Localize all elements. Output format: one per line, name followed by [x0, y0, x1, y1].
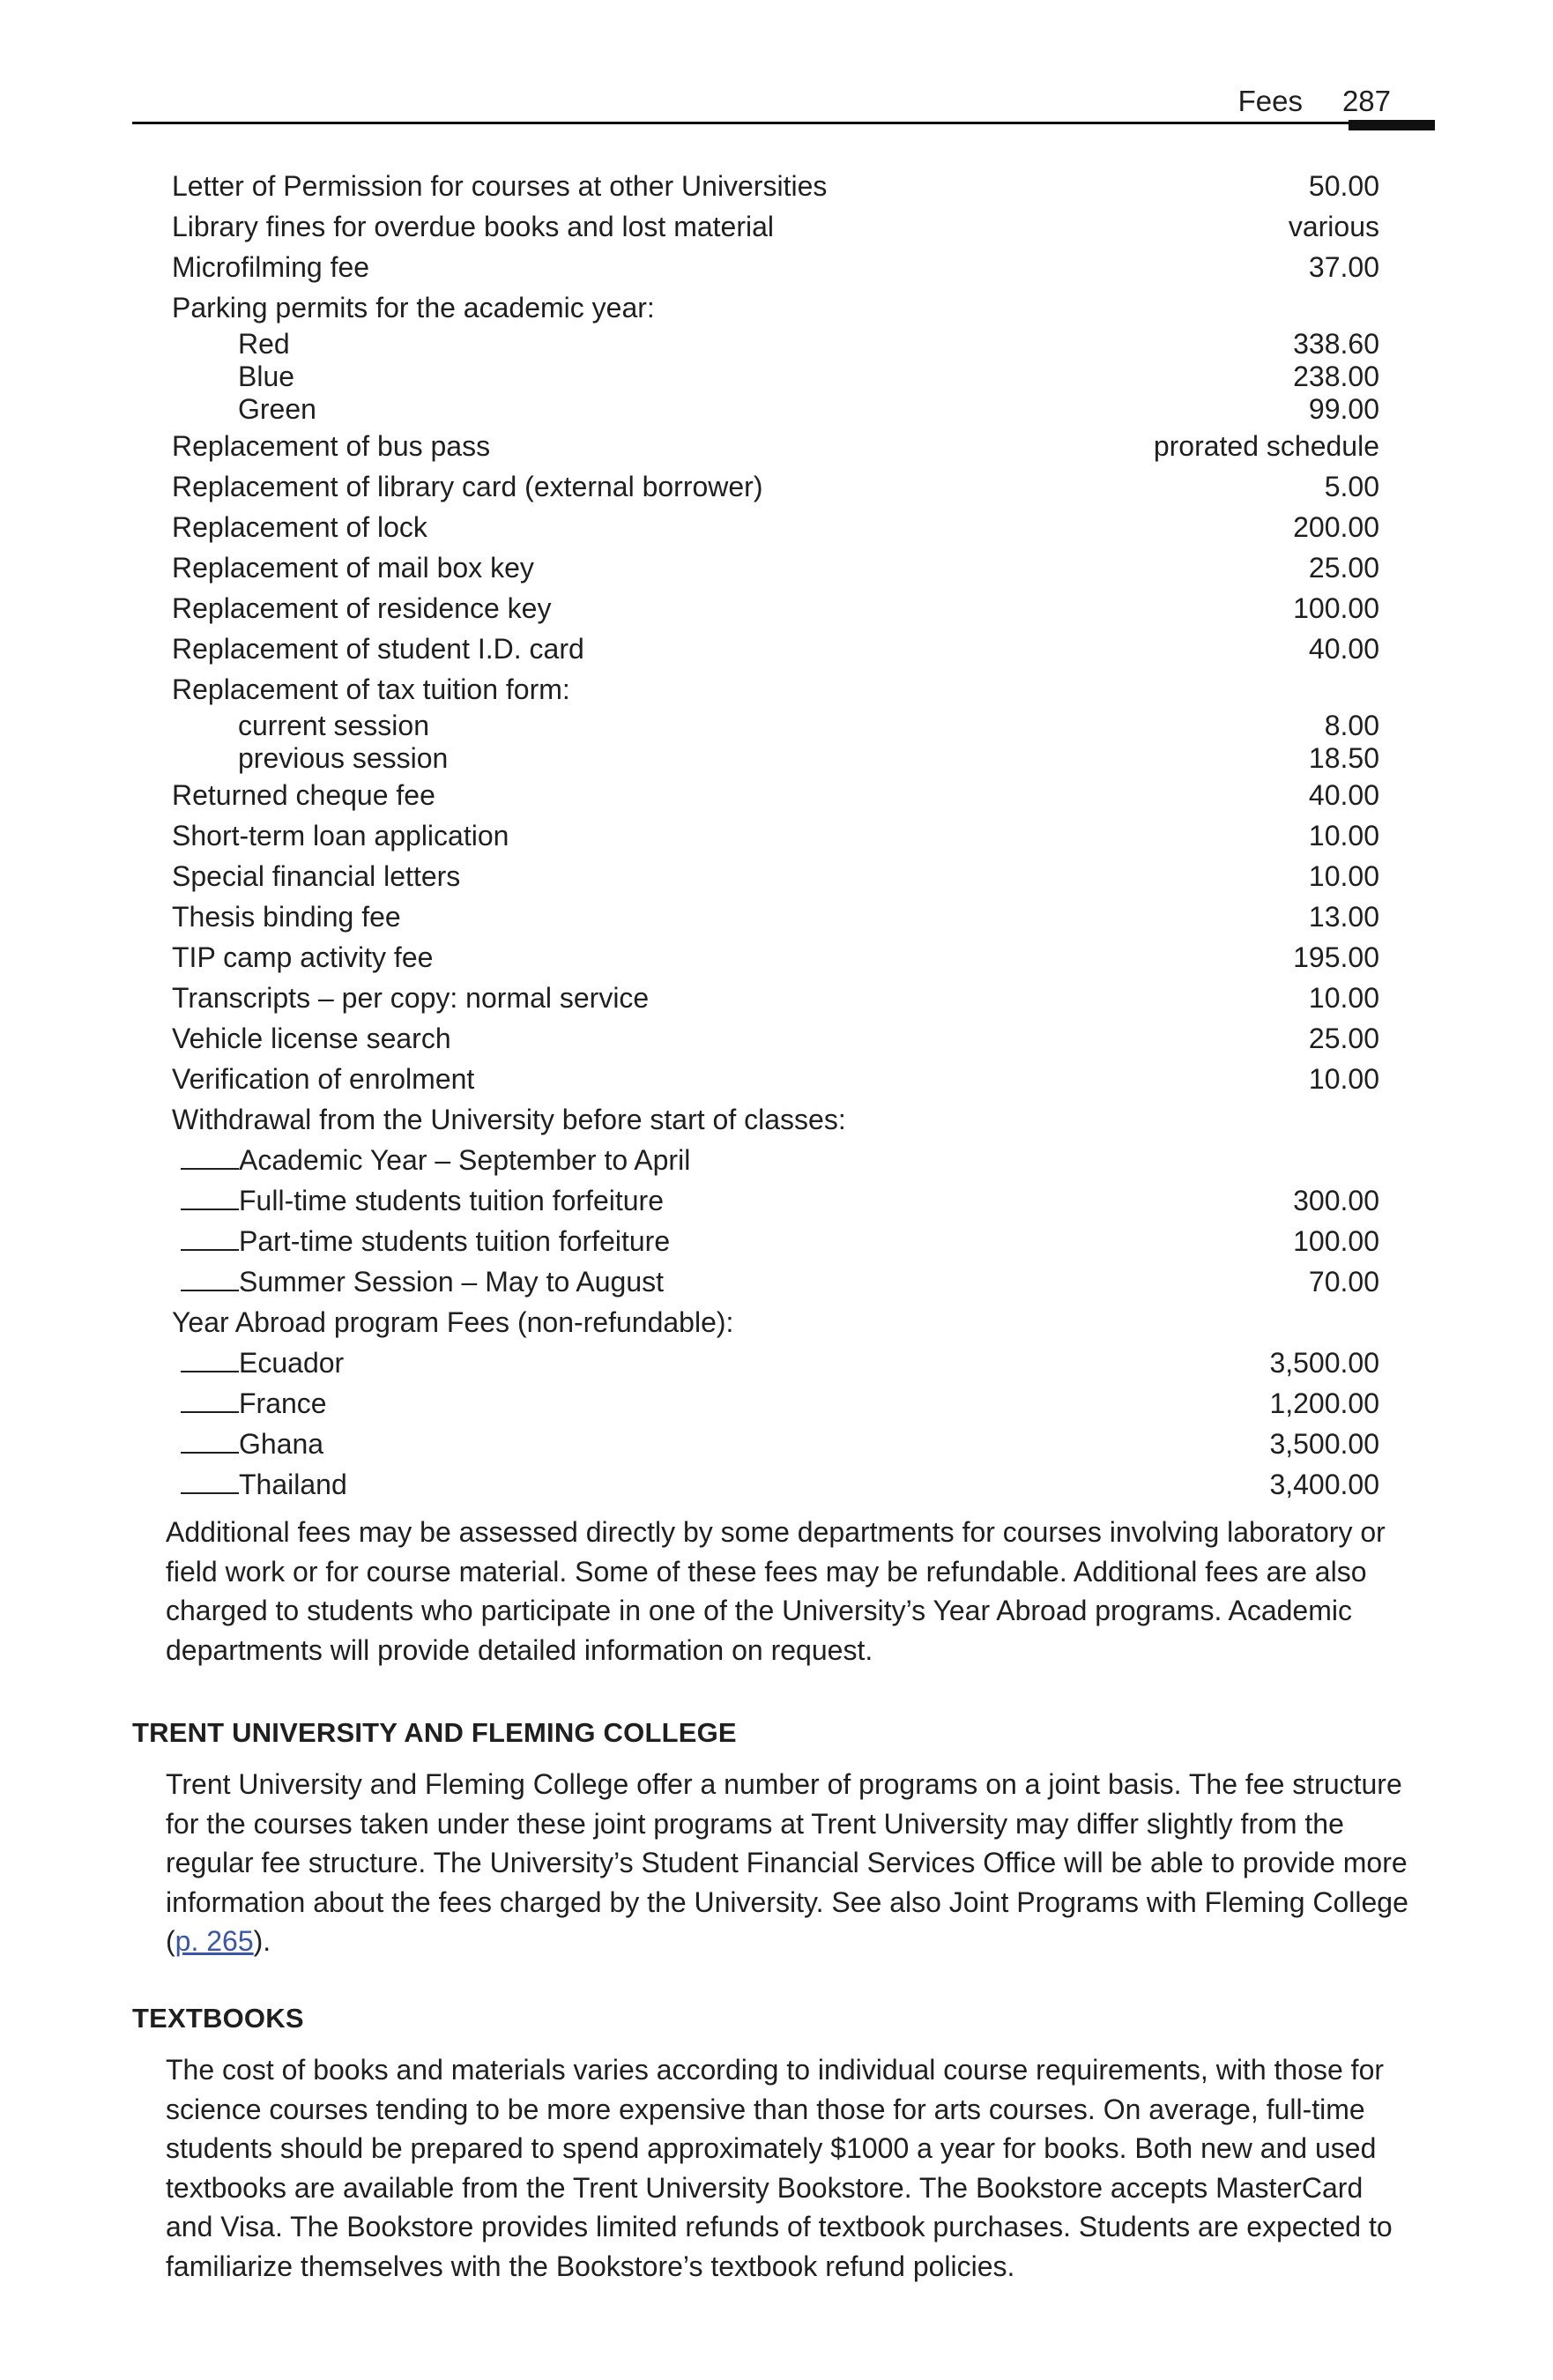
fee-amount: 70.00 [1308, 1266, 1379, 1298]
fee-amount: prorated schedule [1153, 430, 1379, 462]
fee-label-text: Thesis binding fee [172, 901, 401, 933]
fee-row [172, 1221, 1379, 1261]
fee-label [172, 775, 435, 815]
paragraph-line: familiarize themselves with the Bookstore’s textbook refund policies. [166, 2250, 1015, 2282]
paren-open: ( [166, 1925, 175, 1957]
fee-row [172, 775, 1379, 815]
fee-amount: 13.00 [1308, 901, 1379, 933]
fee-amount: 99.00 [1308, 393, 1379, 425]
fee-label-text: Replacement of mail box key [172, 552, 534, 584]
fee-row [172, 1099, 1379, 1140]
fee-amount: 10.00 [1308, 820, 1379, 852]
header-rule [132, 122, 1428, 124]
fee-row [172, 547, 1379, 588]
textbooks-heading: TEXTBOOKS [132, 2003, 304, 2034]
fee-row [172, 710, 1379, 742]
fee-row [172, 1424, 1379, 1464]
fee-label [172, 1099, 846, 1140]
fee-label [172, 1342, 344, 1383]
fee-label [172, 1302, 733, 1342]
fee-label-text: Full-time students tuition forfeiture [239, 1185, 664, 1216]
fee-amount: 40.00 [1308, 779, 1379, 811]
fee-label-text: Replacement of bus pass [172, 430, 491, 462]
paragraph-line: science courses tending to be more expensive than those for arts courses. On average, full-time [166, 2093, 1365, 2125]
fee-label-text: Year Abroad program Fees (non-refundable): [172, 1306, 734, 1338]
fee-amount: 100.00 [1293, 1225, 1379, 1257]
fee-label-text: Ghana [239, 1428, 324, 1460]
fee-label [172, 206, 774, 247]
fee-row [172, 166, 1379, 206]
fee-label-text: Replacement of residence key [172, 592, 552, 624]
running-header [132, 78, 1428, 130]
fee-label-text: Replacement of tax tuition form: [172, 673, 570, 705]
fee-label-text: previous session [238, 742, 449, 774]
fill-in-blank [181, 1471, 239, 1494]
fee-label-text: Short-term loan application [172, 820, 509, 852]
fill-in-blank [181, 1147, 239, 1170]
fee-label [172, 1464, 347, 1505]
fee-amount: 5.00 [1324, 471, 1379, 502]
fee-label-text: Summer Session – May to August [239, 1266, 664, 1298]
fee-label [172, 628, 584, 669]
fee-row [172, 1383, 1379, 1424]
fee-label-text: Transcripts – per copy: normal service [172, 982, 650, 1014]
fee-row [172, 1464, 1379, 1505]
fee-row [172, 393, 1379, 426]
fee-label-text: Academic Year – September to April [239, 1144, 691, 1176]
paragraph-line: for the courses taken under these joint programs at Trent University may differ slightly from the [166, 1807, 1344, 1840]
fee-row [172, 937, 1379, 978]
fee-amount: 40.00 [1308, 633, 1379, 665]
fee-label [172, 1018, 451, 1059]
fee-row [172, 361, 1379, 393]
fee-label [172, 166, 827, 206]
fee-amount: 25.00 [1308, 552, 1379, 584]
fee-label [172, 669, 570, 710]
fee-amount: 200.00 [1293, 511, 1379, 543]
fee-amount: 8.00 [1324, 710, 1379, 741]
fee-amount: 10.00 [1308, 1063, 1379, 1095]
fee-label [238, 393, 316, 426]
page-number: 287 [1341, 85, 1391, 117]
fee-table [172, 166, 1379, 1505]
fee-label [172, 1221, 670, 1261]
fee-label-text: TIP camp activity fee [172, 941, 434, 973]
fee-label [172, 1140, 690, 1180]
section-title: Fees [1237, 85, 1303, 117]
fee-row [172, 206, 1379, 247]
paragraph-line: textbooks are available from the Trent University Bookstore. The Bookstore accepts MasterCard [166, 2171, 1364, 2204]
fill-in-blank [181, 1390, 239, 1413]
fee-row [172, 507, 1379, 547]
fee-row [172, 1180, 1379, 1221]
fee-row [172, 669, 1379, 710]
fee-row [172, 1140, 1379, 1180]
fee-label-text: Returned cheque fee [172, 779, 435, 811]
fee-label [172, 856, 460, 896]
fee-amount: 18.50 [1308, 742, 1379, 774]
paragraph-line: departments will provide detailed information on request. [166, 1633, 873, 1666]
trent-fleming-paragraph [166, 1765, 1417, 1961]
fee-label-text: Part-time students tuition forfeiture [239, 1225, 671, 1257]
fee-label-text: Vehicle license search [172, 1023, 451, 1054]
fee-amount: 300.00 [1293, 1185, 1379, 1216]
fee-label [172, 547, 534, 588]
page-265-link[interactable]: p. 265 [175, 1925, 254, 1957]
fee-amount: 1,200.00 [1269, 1387, 1379, 1419]
fee-row [172, 247, 1379, 287]
fee-label [172, 1424, 323, 1464]
fee-label-text: Thailand [239, 1469, 347, 1500]
fee-row [172, 426, 1379, 466]
fee-label-text: Ecuador [239, 1347, 345, 1379]
fee-label-text: Green [238, 393, 316, 425]
fee-row [172, 742, 1379, 775]
fee-label-text: Replacement of library card (external borrower) [172, 471, 763, 502]
fee-amount: 50.00 [1308, 170, 1379, 202]
fee-label [172, 426, 490, 466]
fee-label [172, 287, 655, 328]
paragraph-line: Additional fees may be assessed directly by some departments for courses involving laboratory or [166, 1516, 1386, 1548]
fee-amount: 10.00 [1308, 982, 1379, 1014]
fee-row [172, 815, 1379, 856]
fee-label-text: Special financial letters [172, 860, 461, 892]
fee-label [172, 1059, 474, 1099]
paragraph-line: information about the fees charged by the University. See also Joint Programs with Fleming College [166, 1885, 1408, 1918]
fee-row [172, 1261, 1379, 1302]
fee-row [172, 1342, 1379, 1383]
fee-row [172, 628, 1379, 669]
fee-row [172, 328, 1379, 361]
fee-label-text: Blue [238, 361, 295, 392]
textbooks-paragraph [166, 2050, 1417, 2286]
fee-label-text: Replacement of student I.D. card [172, 633, 584, 665]
fee-label-text: Replacement of lock [172, 511, 427, 543]
fee-amount: 10.00 [1308, 860, 1379, 892]
fee-label-text: Parking permits for the academic year: [172, 292, 655, 324]
fee-label [172, 466, 762, 507]
fee-label [172, 247, 369, 287]
fee-row [172, 1059, 1379, 1099]
fee-row [172, 856, 1379, 896]
fee-label-text: Withdrawal from the University before start of classes: [172, 1104, 846, 1135]
fill-in-blank [181, 1268, 239, 1291]
fee-label-text: Library fines for overdue books and lost material [172, 211, 775, 242]
fee-amount: 25.00 [1308, 1023, 1379, 1054]
fee-label [172, 896, 401, 937]
header-tab-marker [1349, 120, 1435, 130]
fee-label-text: current session [238, 710, 429, 741]
trent-fleming-heading: TRENT UNIVERSITY AND FLEMING COLLEGE [132, 1717, 737, 1748]
additional-fees-paragraph [166, 1513, 1417, 1670]
fee-label [238, 742, 448, 775]
fee-label [172, 978, 649, 1018]
fee-amount: 100.00 [1293, 592, 1379, 624]
fee-amount: 3,500.00 [1269, 1347, 1379, 1379]
fee-amount: 3,500.00 [1269, 1428, 1379, 1460]
paragraph-line: and Visa. The Bookstore provides limited refunds of textbook purchases. Students are expected to [166, 2211, 1393, 2242]
fee-label-text: France [239, 1387, 327, 1419]
fee-label [172, 1261, 664, 1302]
fee-label [172, 507, 427, 547]
fee-amount: various [1288, 211, 1379, 242]
fee-label [238, 710, 429, 742]
paragraph-line: The cost of books and materials varies according to individual course requirements, with those for [166, 2054, 1385, 2086]
fee-row [172, 896, 1379, 937]
fee-amount: 195.00 [1293, 941, 1379, 973]
fee-label [172, 588, 551, 628]
fee-label [172, 815, 509, 856]
fill-in-blank [181, 1350, 239, 1372]
fee-row [172, 1018, 1379, 1059]
fee-row [172, 466, 1379, 507]
fee-row [172, 1302, 1379, 1342]
paragraph-line: field work or for course material. Some of these fees may be refundable. Additional fees are also [166, 1555, 1367, 1588]
fee-amount: 338.60 [1293, 328, 1379, 360]
paren-close: ). [253, 1925, 271, 1957]
fee-amount: 3,400.00 [1269, 1469, 1379, 1500]
fee-label-text: Microfilming fee [172, 251, 370, 283]
fee-label [238, 361, 294, 393]
fee-label [172, 1180, 664, 1221]
fee-label [238, 328, 290, 361]
fee-label-text: Letter of Permission for courses at other Universities [172, 170, 828, 202]
fee-row [172, 588, 1379, 628]
fee-amount: 238.00 [1293, 361, 1379, 392]
fill-in-blank [181, 1431, 239, 1454]
fill-in-blank [181, 1187, 239, 1210]
fee-label [172, 937, 433, 978]
paragraph-line [166, 1922, 1417, 1961]
fee-amount: 37.00 [1308, 251, 1379, 283]
fee-label [172, 1383, 327, 1424]
fee-label-text: Red [238, 328, 290, 360]
paragraph-line: students should be prepared to spend approximately $1000 a year for books. Both new and used [166, 2132, 1377, 2164]
fee-row [172, 978, 1379, 1018]
paragraph-line: charged to students who participate in one of the University’s Year Abroad programs. Academic [166, 1595, 1352, 1626]
fee-row [172, 287, 1379, 328]
paragraph-line: Trent University and Fleming College offer a number of programs on a joint basis. The fee structure [166, 1768, 1402, 1800]
fill-in-blank [181, 1228, 239, 1251]
fee-label-text: Verification of enrolment [172, 1063, 475, 1095]
paragraph-line: regular fee structure. The University’s Student Financial Services Office will be able to provide more [166, 1847, 1408, 1878]
